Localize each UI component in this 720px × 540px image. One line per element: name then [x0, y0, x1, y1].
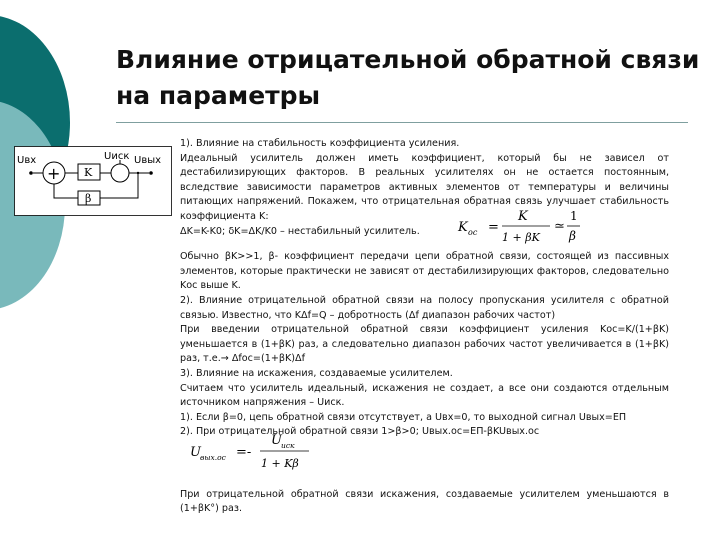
formula1-den: 1 + βK [502, 231, 540, 244]
feedback-block-diagram [14, 146, 172, 216]
paragraph: ΔK=K-K0; δK=ΔK/K0 – нестабильный усилитель. [180, 225, 420, 237]
paragraph: При введении отрицательной обратной связи коэффициент усиления Kос=K/(1+βK) уменьшается в (1+βK) раз, а следовательно диапазон рабочих частот увеличивается в (1+βK) раз, т.е.→ Δfос=(1+βK)Δf [180, 324, 669, 365]
formula-uvyh [188, 430, 318, 474]
title-divider [116, 122, 688, 123]
paragraph: Считаем что усилитель идеальный, искажения не создает, а все они создаются отдельным источником напряжения – Uиск. [180, 382, 669, 409]
formula2-eq: =- [236, 445, 252, 460]
formula2-lhs: U [190, 445, 201, 460]
paragraph: 2). Влияние отрицательной обратной связи на полосу пропускания усилителя с обратной связью. Известно, что KΔf=Q – добротность (Δf диапазон рабочих частот) [180, 294, 669, 321]
diagram-amp-label: K [84, 166, 93, 179]
paragraph: 2). При отрицательной обратной связи 1>β>0; Uвых.ос=EП-βKUвых.ос [180, 426, 540, 438]
formula1-den2: β [569, 229, 576, 243]
paragraph: 1). Влияние на стабильность коэффициента усиления. [180, 138, 460, 149]
paragraph: 3). Влияние на искажения, создаваемые усилителем. [180, 367, 453, 379]
slide-title: Влияние отрицательной обратной связи на параметры [116, 45, 700, 110]
diagram-noise-label: Uиск [104, 151, 130, 162]
paragraph: Обычно βK>>1, β- коэффициент передачи цепи обратной связи, состоящей из пассивных элементов, которые практически не зависят от дестабилизирующих факторов, следовательно Kос выше K. [180, 251, 669, 292]
paragraph: При отрицательной обратной связи искажения, создаваемые усилителем уменьшаются в (1+βK°) раз. [180, 488, 669, 515]
diagram-output-terminal [149, 171, 153, 175]
formula1-lhs-sub: ос [468, 228, 478, 237]
formula1-approx: ≃ [554, 219, 565, 234]
diagram-sum-symbol: + [47, 164, 61, 183]
diagram-noise-sum-node [111, 164, 129, 182]
paragraph: Идеальный усилитель должен иметь коэффициент, который бы не зависел от дестабилизирующих факторов. В реальных усилителях он не остается постоянным, вследствие зависимости параметров активных элементов от температуры и величины питающих напряжений. Покажем, что отрицательная обратная связь улучшает стабильность коэффициента K: [180, 152, 669, 222]
formula1-lhs: K [458, 220, 468, 235]
diagram-feedback-label: β [85, 192, 92, 205]
formula1-eq: = [488, 220, 499, 235]
diagram-output-label: Uвых [134, 155, 162, 166]
formula2-den: 1 + Kβ [261, 457, 299, 470]
spacer [180, 239, 669, 250]
formula2-num-sub: иск [281, 441, 295, 450]
diagram-input-label: Uвх [17, 155, 37, 166]
formula2-num: U [271, 433, 282, 448]
formula1-num: K [518, 209, 528, 224]
diagram-input-terminal [29, 171, 33, 175]
formula2-lhs-sub: вых.ос [200, 453, 226, 462]
paragraph: 1). Если β=0, цепь обратной связи отсутствует, а Uвх=0, то выходной сигнал Uвых=EП [180, 411, 627, 423]
formula-koc [456, 206, 586, 246]
formula1-num2: 1 [570, 209, 578, 223]
